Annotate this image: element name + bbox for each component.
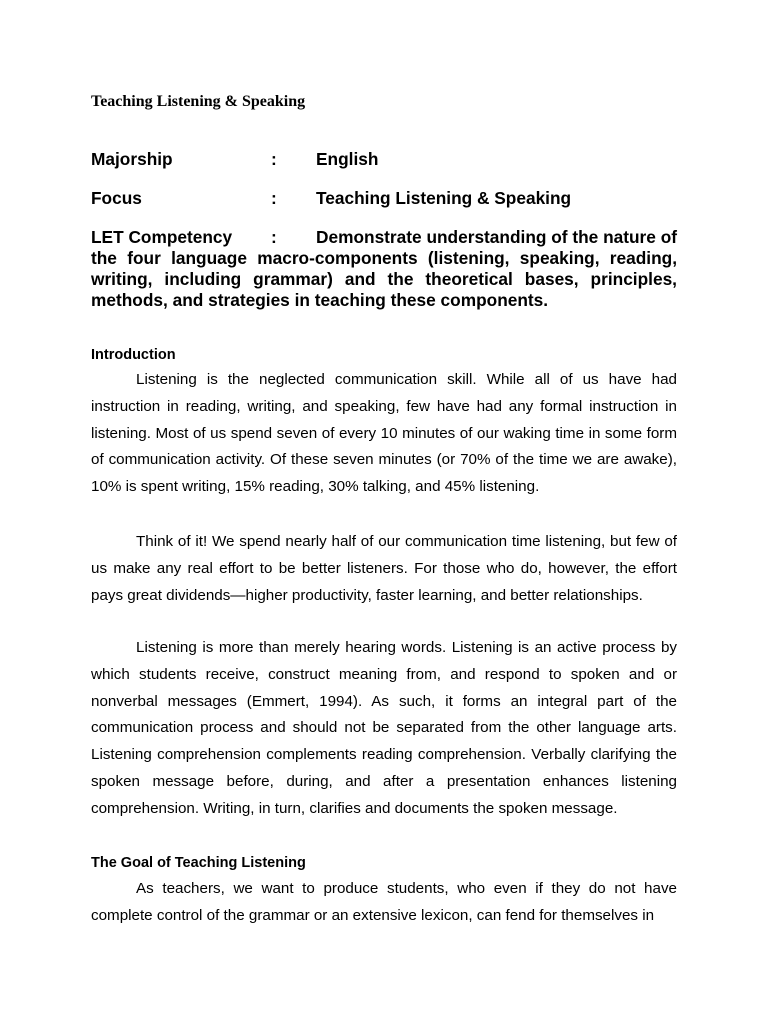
competency-label: LET Competency — [91, 227, 233, 247]
competency-value: Demonstrate understanding of the nature of the four language macro-components (listening, speaking, reading, writing, including grammar) and the theoretical bases, principles, methods, and strategies in teaching these components. — [91, 227, 678, 310]
majorship-colon: : — [271, 149, 277, 169]
intro-paragraph-1: Listening is the neglected communication skill. While all of us have had instruction in reading, writing, and speaking, few have had any formal instruction in listening. Most of us spend seven of every 10 minutes of our waking time in some form of communication activity. Of these seven minutes (or 70% of the time we are awake), 10% is spent writing, 15% reading, 30% talking, and 45% listening. — [91, 371, 677, 496]
intro-paragraph-2: Think of it! We spend nearly half of our communication time listening, but few of us make any real effort to be better listeners. For those who do, however, the effort pays great dividends—higher productivity, faster learning, and better relationships. — [91, 533, 677, 604]
competency-row — [91, 227, 677, 311]
majorship-label: Majorship — [91, 149, 173, 169]
introduction-heading: Introduction — [91, 347, 176, 363]
goal-heading: The Goal of Teaching Listening — [91, 855, 306, 871]
focus-colon: : — [271, 188, 277, 208]
focus-value: Teaching Listening & Speaking — [316, 188, 572, 208]
focus-label: Focus — [91, 188, 142, 208]
goal-paragraph-1: As teachers, we want to produce students, who even if they do not have complete control of the grammar or an extensive lexicon, can fend for themselves in — [91, 880, 677, 924]
intro-paragraph-3: Listening is more than merely hearing words. Listening is an active process by which students receive, construct meaning from, and respond to spoken and or nonverbal messages (Emmert, 1994). As such, it forms an integral part of the communication process and should not be separated from the other language arts. Listening comprehension complements reading comprehension. Verbally clarifying the spoken message before, during, and after a presentation enhances listening comprehension. Writing, in turn, clarifies and documents the spoken message. — [91, 639, 677, 817]
document-title: Teaching Listening & Speaking — [91, 93, 306, 110]
competency-colon: : — [271, 227, 277, 247]
majorship-value: English — [316, 149, 379, 169]
